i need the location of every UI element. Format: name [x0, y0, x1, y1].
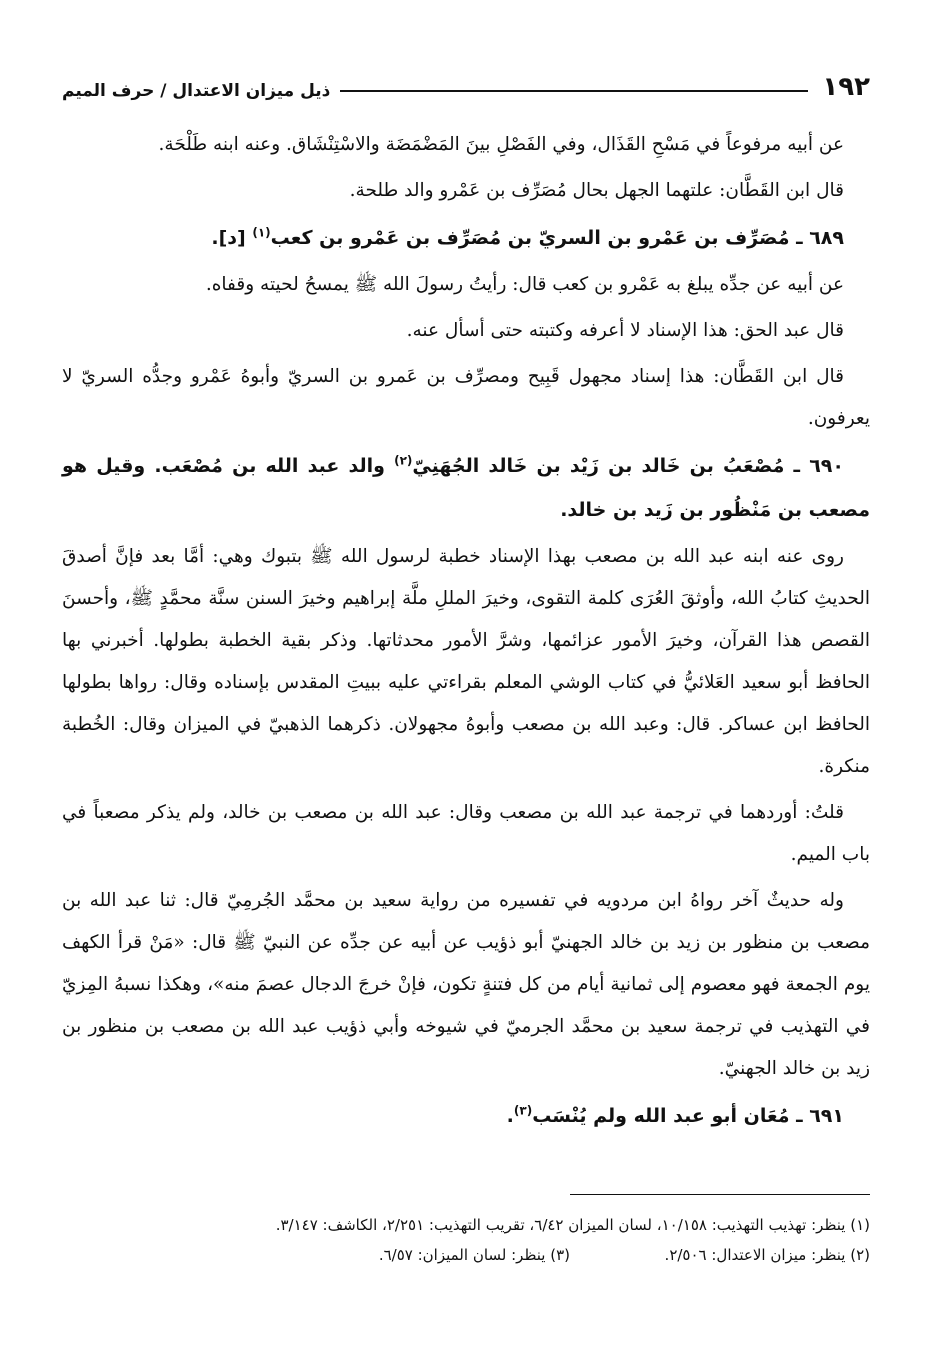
- paragraph-6: روى عنه ابنه عبد الله بن مصعب بهذا الإسناد خطبة لرسول الله ﷺ بتبوك وهي: أمَّا بعد فإنَّ أصدقَ الحديثِ كتابُ الله، وأوثقَ العُرَى كلمة التقوى، وخيرَ المللِ ملَّة إبراهيم وخيرَ السنن سنَّة محمَّدٍ ﷺ، وأحسنَ القصص هذا القرآن، وخيرَ الأمور عزائمها، وشرَّ الأمور محدثاتها. وذكر بقية الخطبة بطولها. أخبرني بها الحافظ أبو سعيد العَلائيُّ في كتاب الوشي المعلم بقراءتي عليه ببيتِ المقدس بإسناده وقال: رواها بطولها الحافظ ابن عساكر. قال: وعبد الله بن مصعب وأبوهُ مجهولان. ذكرهما الذهبيّ في الميزان وقال: الخُطبة منكرة.: [62, 546, 870, 777]
- running-header: [62, 60, 870, 102]
- paragraph-8: وله حديثٌ آخر رواهُ ابن مردويه في تفسيره من رواية سعيد بن محمَّد الجُرمِيّ قال: ثنا عبد الله بن مصعب بن منظور بن زيد بن خالد الجهنيّ أبو ذؤيب عن أبيه عن جدِّه عن النبيّ ﷺ قال: «مَنْ قرأ الكهف يوم الجمعة فهو معصوم إلى ثمانية أيام من كل فتنةٍ تكون، فإنْ خرجَ الدجال عصمَ منه»، وهكذا نسبهُ المِزيّ في التهذيب في ترجمة سعيد بن محمَّد الجرميّ في شيوخه وأبي ذؤيب عبد الله بن مصعب بن منظور بن زيد بن خالد الجهنيّ.: [62, 890, 870, 1079]
- book-page: [62, 60, 870, 1320]
- entry-689-text: ٦٨٩ ـ مُصَرِّف بن عَمْرو بن السريّ بن مُصَرِّف بن عَمْرو بن كعب: [270, 227, 844, 249]
- entry-689-heading: [62, 216, 870, 260]
- paragraph-7: قلتُ: أوردهما في ترجمة عبد الله بن مصعب وقال: عبد الله بن مصعب بن خالد، ولم يذكر مصعباً في باب الميم.: [62, 802, 870, 865]
- entry-691-heading: [62, 1094, 870, 1138]
- footnote-3: (٣) ينظر: لسان الميزان: ٦/٥٧.: [378, 1246, 570, 1264]
- page-number: ١٩٢: [822, 72, 870, 102]
- entry-690-text: ٦٩٠ ـ مُصْعَبُ بن خَالد بن زَيْد بن خَالد الجُهَنِيّ: [412, 455, 844, 477]
- footnote-1: (١) ينظر: تهذيب التهذيب: ١٠/١٥٨، لسان الميزان ٦/٤٢، تقريب التهذيب: ٢/٢٥١، الكاشف: ٣/١٤٧.: [275, 1216, 870, 1234]
- entry-691-text: ٦٩١ ـ مُعَان أبو عبد الله ولم يُنْسَب: [532, 1105, 844, 1127]
- entry-690-tail: والد عبد الله بن مُصْعَب. وقيل هو مصعب بن مَنْظُور بن زَيد بن خالد.: [62, 455, 870, 521]
- paragraph-5: قال ابن القَطَّان: هذا إسناد مجهول قَبِيح ومصرِّف بن عَمرو بن السريّ وأبوهُ عَمْرو وجدُّه السريّ لا يعرفون.: [62, 366, 870, 429]
- paragraph-4: قال عبد الحق: هذا الإسناد لا أعرفه وكتبته حتى أسأل عنه.: [406, 320, 844, 341]
- footnote-ref-3: (٣): [513, 1103, 533, 1118]
- main-text: [62, 124, 870, 1138]
- footnote-ref-2: (٢): [394, 453, 413, 468]
- paragraph-3: عن أبيه عن جدِّه يبلغ به عَمْرو بن كعب قال: رأيتُ رسولَ الله ﷺ يمسحُ لحيته وقفاه.: [205, 274, 844, 295]
- paragraph-2: قال ابن القَطَّان: علتهما الجهل بحال مُصَرِّف بن عَمْرو والد طلحة.: [349, 180, 844, 201]
- footnote-row: [62, 1240, 870, 1270]
- footnote-ref-1: (١): [252, 225, 271, 240]
- footnotes: [62, 1210, 870, 1270]
- header-rule: [340, 90, 808, 92]
- running-title: ذيل ميزان الاعتدال / حرف الميم: [62, 81, 331, 101]
- entry-690-heading: [62, 444, 870, 532]
- footnote-2: (٢) ينظر: ميزان الاعتدال: ٢/٥٠٦.: [664, 1246, 870, 1264]
- paragraph-1: عن أبيه مرفوعاً في مَسْحِ القَذَال، وفي الفَصْلِ بينَ المَضْمَضَة والاسْتِنْشَاق. وعنه ابنه طَلْحَة.: [158, 134, 844, 155]
- entry-691-tail: .: [506, 1105, 514, 1127]
- entry-689-tail: [د].: [211, 227, 253, 249]
- footnote-divider: [570, 1194, 870, 1195]
